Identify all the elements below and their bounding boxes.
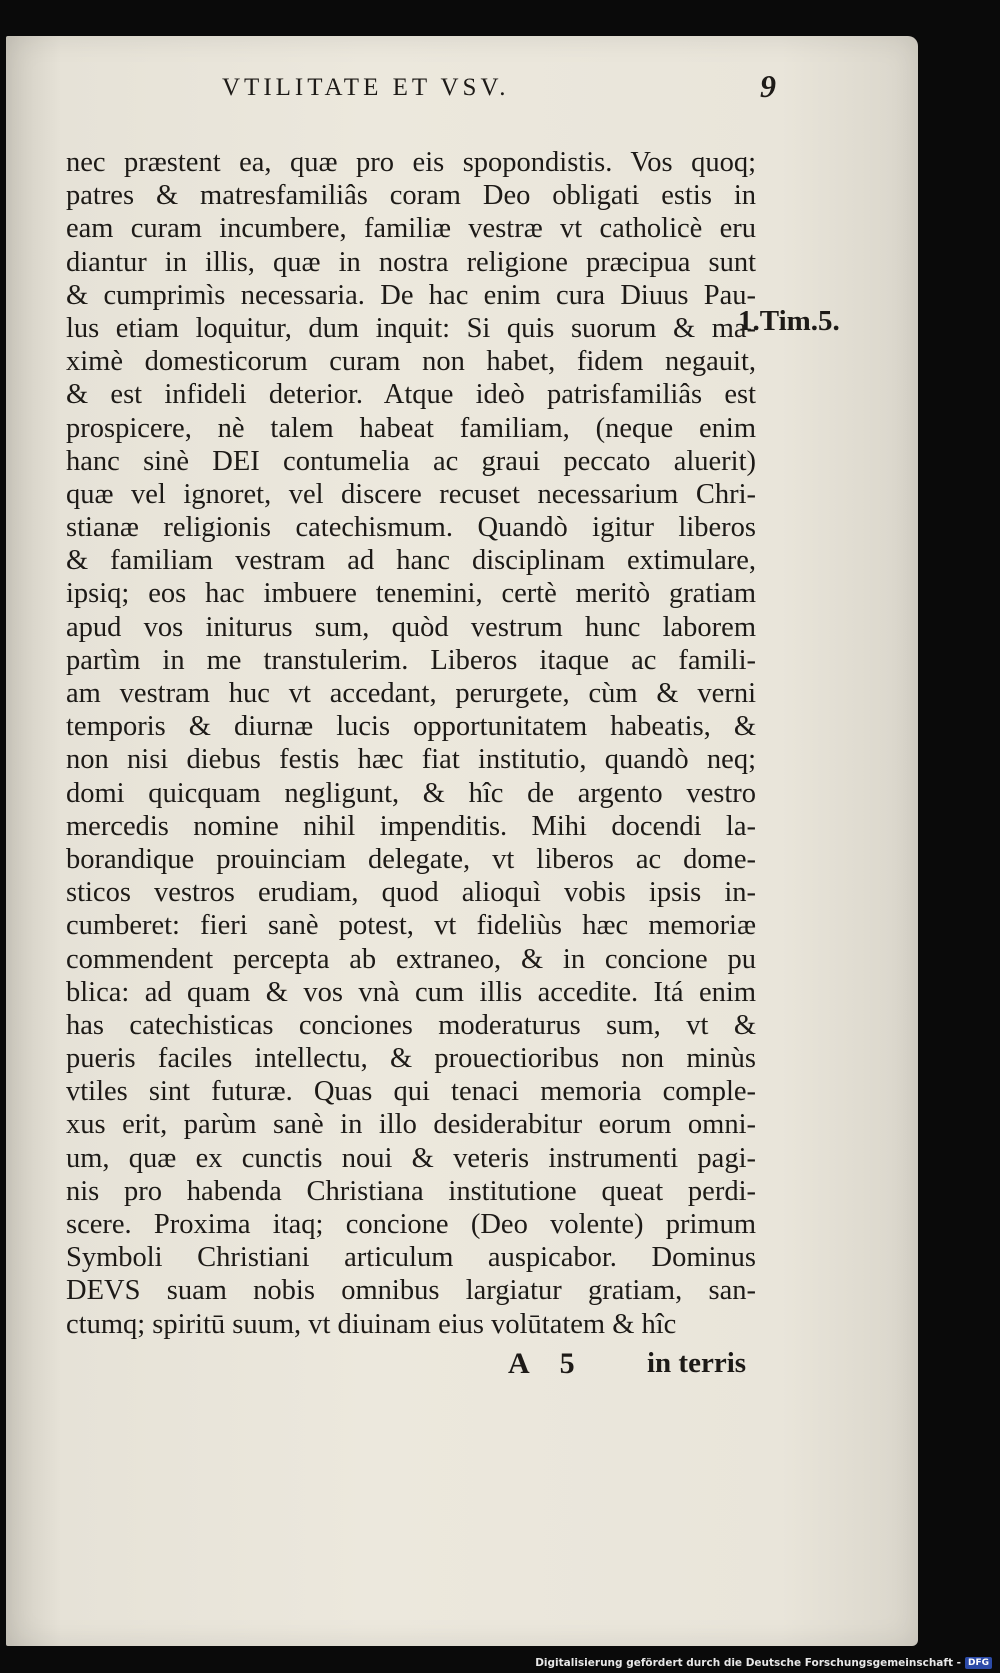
- running-title: VTILITATE ET VSV.: [222, 74, 510, 101]
- text-line: cumberet: fieri sanè potest, vt fideliùs hæc memoriæ: [66, 910, 756, 942]
- text-line: commendent percepta ab extraneo, & in concione pu: [66, 943, 756, 975]
- text-line: partìm in me transtulerim. Liberos itaque ac famili-: [66, 644, 756, 676]
- page-number: 9: [760, 68, 776, 104]
- text-line: apud vos initurus sum, quòd vestrum hunc laborem: [66, 611, 756, 643]
- text-line: eam curam incumbere, familiæ vestræ vt catholicè eru: [66, 213, 756, 245]
- text-line: & familiam vestram ad hanc disciplinam extimulare,: [66, 545, 756, 577]
- text-line: nis pro habenda Christiana institutione queat perdi-: [66, 1175, 756, 1207]
- text-line: DEVS suam nobis omnibus largiatur gratiam, san-: [66, 1275, 756, 1307]
- text-line: domi quicquam negligunt, & hîc de argento vestro: [66, 777, 756, 809]
- text-line: & cumprimìs necessaria. De hac enim cura Diuus Pau-: [66, 279, 756, 311]
- text-line: quæ vel ignoret, vel discere recuset necessarium Chri-: [66, 478, 756, 510]
- text-line: & est infideli deterior. Atque ideò patrisfamiliâs est: [66, 379, 756, 411]
- catchword: in terris: [647, 1347, 747, 1379]
- text-line: patres & matresfamiliâs coram Deo obligati estis in: [66, 180, 756, 212]
- text-line: diantur in illis, quæ in nostra religione præcipua sunt: [66, 246, 756, 278]
- text-line: nec præstent ea, quæ pro eis spopondistis. Vos quoq;: [66, 147, 756, 178]
- text-line: pueris faciles intellectu, & prouectioribus non minùs: [66, 1043, 756, 1075]
- text-line: mercedis nomine nihil impenditis. Mihi docendi la-: [66, 810, 756, 842]
- text-line: non nisi diebus festis hæc fiat institutio, quandò neq;: [66, 744, 756, 776]
- dfg-logo: DFG: [965, 1657, 992, 1669]
- text-line: temporis & diurnæ lucis opportunitatem habeatis, &: [66, 711, 756, 743]
- text-line: um, quæ ex cunctis noui & veteris instrumenti pagi-: [66, 1142, 756, 1174]
- text-line: sticos vestros erudiam, quod alioquì vobis ipsis in-: [66, 877, 756, 909]
- text-line: scere. Proxima itaq; concione (Deo volente) primum: [66, 1209, 756, 1240]
- text-line: has catechisticas conciones moderaturus sum, vt &: [66, 1009, 756, 1041]
- digitization-credit: [535, 1657, 992, 1669]
- text-line: am vestram huc vt accedant, perurgete, cùm & verni: [66, 678, 756, 709]
- body-text: [66, 146, 756, 1341]
- text-line: blica: ad quam & vos vnà cum illis accedite. Itá enim: [66, 976, 756, 1008]
- text-line: hanc sinè DEI contumelia ac graui peccato aluerit): [66, 445, 756, 477]
- signature-letter: A: [508, 1347, 530, 1380]
- signature-mark: [508, 1347, 605, 1381]
- signature-number: 5: [559, 1347, 575, 1380]
- marginal-note: 1.Tim.5.: [738, 305, 840, 337]
- text-line: borandique prouinciam delegate, vt liberos ac dome-: [66, 843, 756, 875]
- text-line: Symboli Christiani articulum auspicabor. Dominus: [66, 1242, 756, 1274]
- text-line: vtiles sint futuræ. Quas qui tenaci memoria comple-: [66, 1076, 756, 1108]
- text-line: lus etiam loquitur, dum inquit: Si quis suorum & ma-: [66, 312, 756, 344]
- text-line: prospicere, nè talem habeat familiam, (neque enim: [66, 412, 756, 444]
- text-line: ximè domesticorum curam non habet, fidem negauit,: [66, 346, 756, 378]
- text-line: xus erit, parùm sanè in illo desiderabitur eorum omni-: [66, 1109, 756, 1141]
- text-line: ctumq; spiritū suum, vt diuinam eius volūtatem & hîc: [66, 1308, 677, 1340]
- text-line: ipsiq; eos hac imbuere tenemini, certè meritò gratiam: [66, 578, 756, 610]
- credit-text: Digitalisierung gefördert durch die Deutsche Forschungsgemeinschaft -: [535, 1657, 961, 1669]
- text-line: stianæ religionis catechismum. Quandò igitur liberos: [66, 512, 756, 544]
